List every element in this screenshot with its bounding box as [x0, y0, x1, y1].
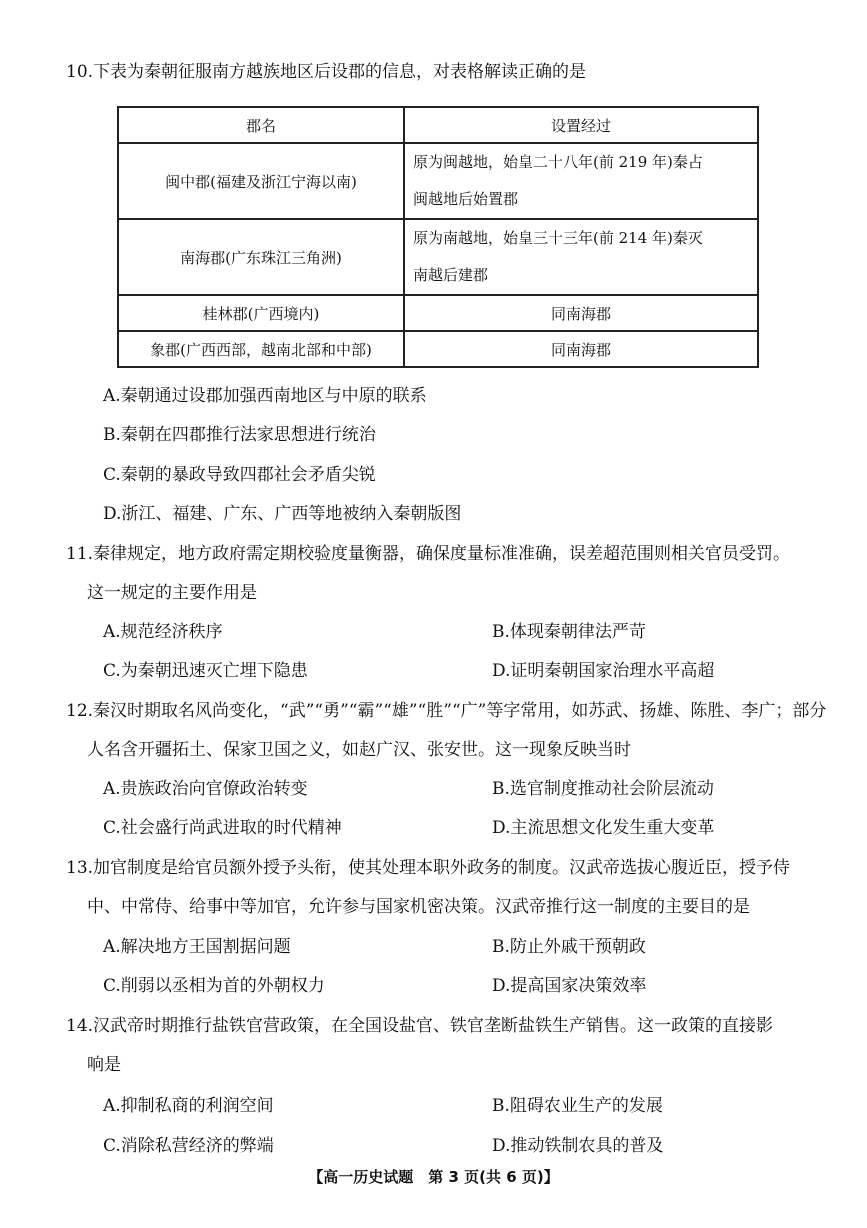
- q14-option-c: C.消除私营经济的弊端: [103, 1136, 274, 1156]
- table-row: [118, 331, 758, 367]
- county-name: 闽中郡(福建及浙江宁海以南): [118, 143, 404, 219]
- q13-option-d: D.提高国家决策效率: [492, 976, 647, 996]
- table-row: [118, 295, 758, 331]
- setup-process: [404, 143, 758, 219]
- setup-process: 同南海郡: [404, 331, 758, 367]
- q11-option-a: A.规范经济秩序: [103, 622, 223, 642]
- page-footer: 【高一历史试题 第 3 页(共 6 页)】: [308, 1168, 559, 1186]
- q13-stem-line2: 中、中常侍、给事中等加官，允许参与国家机密决策。汉武帝推行这一制度的主要目的是: [87, 897, 750, 917]
- q10-stem: 10.下表为秦朝征服南方越族地区后设郡的信息，对表格解读正确的是: [66, 62, 587, 82]
- setup-line: 南越后建郡: [413, 266, 489, 284]
- q13-option-a: A.解决地方王国割据问题: [103, 937, 291, 957]
- setup-process: [404, 219, 758, 295]
- county-name: 南海郡(广东珠江三角洲): [118, 219, 404, 295]
- q10-option-d: D.浙江、福建、广东、广西等地被纳入秦朝版图: [103, 504, 462, 524]
- q14-stem-line2: 响是: [87, 1055, 121, 1075]
- setup-line: 闽越地后始置郡: [413, 190, 519, 208]
- q12-option-b: B.选官制度推动社会阶层流动: [492, 779, 714, 799]
- q14-stem-line1: 14.汉武帝时期推行盐铁官营政策，在全国设盐官、铁官垄断盐铁生产销售。这一政策的直接影: [66, 1016, 774, 1036]
- table-row: [118, 143, 758, 219]
- q12-stem-line1: 12.秦汉时期取名风尚变化，“武”“勇”“霸”“雄”“胜”“广”等字常用，如苏武、扬雄、陈胜、李广；部分: [66, 701, 827, 721]
- county-name: 桂林郡(广西境内): [118, 295, 404, 331]
- q14-option-a: A.抑制私商的利润空间: [103, 1096, 274, 1116]
- q10-option-c: C.秦朝的暴政导致四郡社会矛盾尖锐: [103, 465, 376, 485]
- setup-line: 原为闽越地，始皇二十八年(前 219 年)秦占: [413, 153, 703, 171]
- header-county-name: 郡名: [118, 107, 404, 143]
- setup-line: 原为南越地，始皇三十三年(前 214 年)秦灭: [413, 229, 703, 247]
- q11-stem-line1: 11.秦律规定，地方政府需定期校验度量衡器，确保度量标准准确，误差超范围则相关官员受罚。: [66, 544, 791, 564]
- table-header-row: [118, 107, 758, 143]
- setup-process: 同南海郡: [404, 295, 758, 331]
- table-row: [118, 219, 758, 295]
- q12-option-c: C.社会盛行尚武进取的时代精神: [103, 818, 342, 838]
- q10-option-b: B.秦朝在四郡推行法家思想进行统治: [103, 425, 376, 445]
- q11-stem-line2: 这一规定的主要作用是: [87, 583, 257, 603]
- q12-stem-line2: 人名含开疆拓土、保家卫国之义，如赵广汉、张安世。这一现象反映当时: [87, 740, 631, 760]
- q13-option-c: C.削弱以丞相为首的外朝权力: [103, 976, 325, 996]
- q11-option-c: C.为秦朝迅速灭亡埋下隐患: [103, 661, 308, 681]
- q11-option-b: B.体现秦朝律法严苛: [492, 622, 646, 642]
- q14-option-b: B.阻碍农业生产的发展: [492, 1096, 663, 1116]
- q10-option-a: A.秦朝通过设郡加强西南地区与中原的联系: [103, 386, 427, 406]
- q14-option-d: D.推动铁制农具的普及: [492, 1136, 664, 1156]
- q12-option-a: A.贵族政治向官僚政治转变: [103, 779, 308, 799]
- q13-option-b: B.防止外戚干预朝政: [492, 937, 646, 957]
- header-setup-process: 设置经过: [404, 107, 758, 143]
- q13-stem-line1: 13.加官制度是给官员额外授予头衔，使其处理本职外政务的制度。汉武帝选拔心腹近臣，授予侍: [66, 858, 791, 878]
- q12-option-d: D.主流思想文化发生重大变革: [492, 818, 715, 838]
- q11-option-d: D.证明秦朝国家治理水平高超: [492, 661, 715, 681]
- q10-table: [117, 106, 759, 368]
- county-name: 象郡(广西西部，越南北部和中部): [118, 331, 404, 367]
